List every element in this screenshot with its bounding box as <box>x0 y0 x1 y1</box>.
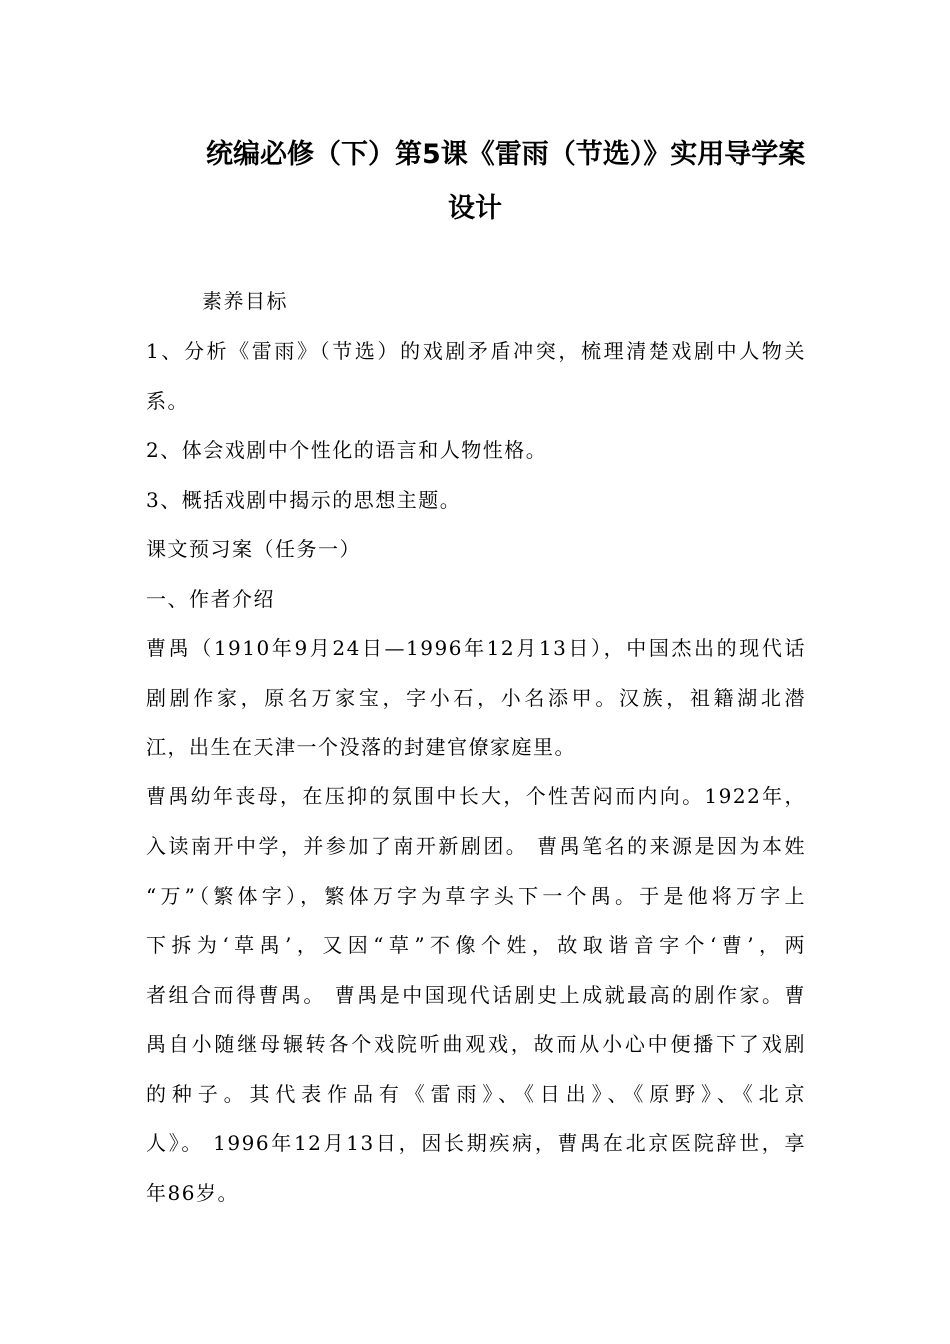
objective-item-1-line-1: 1、分析《雷雨》（节选）的戏剧矛盾冲突，梳理清楚戏剧中人物关 <box>146 339 806 363</box>
objective-item-3: 3、概括戏剧中揭示的思想主题。 <box>146 488 462 512</box>
paragraph-1-line-1: 曹禺（1910年9月24日—1996年12月13日），中国杰出的现代话 <box>146 636 806 660</box>
paragraph-2-line-9: 年86岁。 <box>146 1181 239 1205</box>
paragraph-2-line-3: “万”（繁体字），繁体万字为草字头下一个禺。于是他将万字上 <box>146 884 806 908</box>
objective-item-1-line-2: 系。 <box>146 389 189 413</box>
objectives-heading: 素养目标 <box>202 289 288 313</box>
paragraph-2-line-5: 者组合而得曹禺。 曹禺是中国现代话剧史上成就最高的剧作家。曹 <box>146 983 806 1007</box>
paragraph-2-line-7: 的种子。其代表作品有《雷雨》、《日出》、《原野》、《北京 <box>146 1082 806 1106</box>
paragraph-2-line-4: 下拆为‘草禺’，又因“草”不像个姓，故取谐音字个‘曹’，两 <box>146 933 806 957</box>
document-title-line-1: 统编必修（下）第5课《雷雨（节选）》实用导学案 <box>206 139 806 170</box>
paragraph-1-line-2: 剧剧作家，原名万家宝，字小石，小名添甲。汉族，祖籍湖北潜 <box>146 686 806 710</box>
paragraph-2-line-1: 曹禺幼年丧母，在压抑的氛围中长大，个性苦闷而内向。1922年， <box>146 784 806 808</box>
objective-item-2: 2、体会戏剧中个性化的语言和人物性格。 <box>146 438 548 462</box>
paragraph-2-line-2: 入读南开中学，并参加了南开新剧团。 曹禺笔名的来源是因为本姓 <box>146 834 806 858</box>
paragraph-2-line-6: 禺自小随继母辗转各个戏院听曲观戏，故而从小心中便播下了戏剧 <box>146 1032 806 1056</box>
author-intro-subheading: 一、作者介绍 <box>146 587 275 611</box>
paragraph-1-line-3: 江，出生在天津一个没落的封建官僚家庭里。 <box>146 735 576 759</box>
preview-heading: 课文预习案（任务一） <box>146 537 361 561</box>
paragraph-2-line-8: 人》。 1996年12月13日，因长期疾病，曹禺在北京医院辞世，享 <box>146 1131 806 1155</box>
document-title-line-2: 设计 <box>448 193 502 224</box>
